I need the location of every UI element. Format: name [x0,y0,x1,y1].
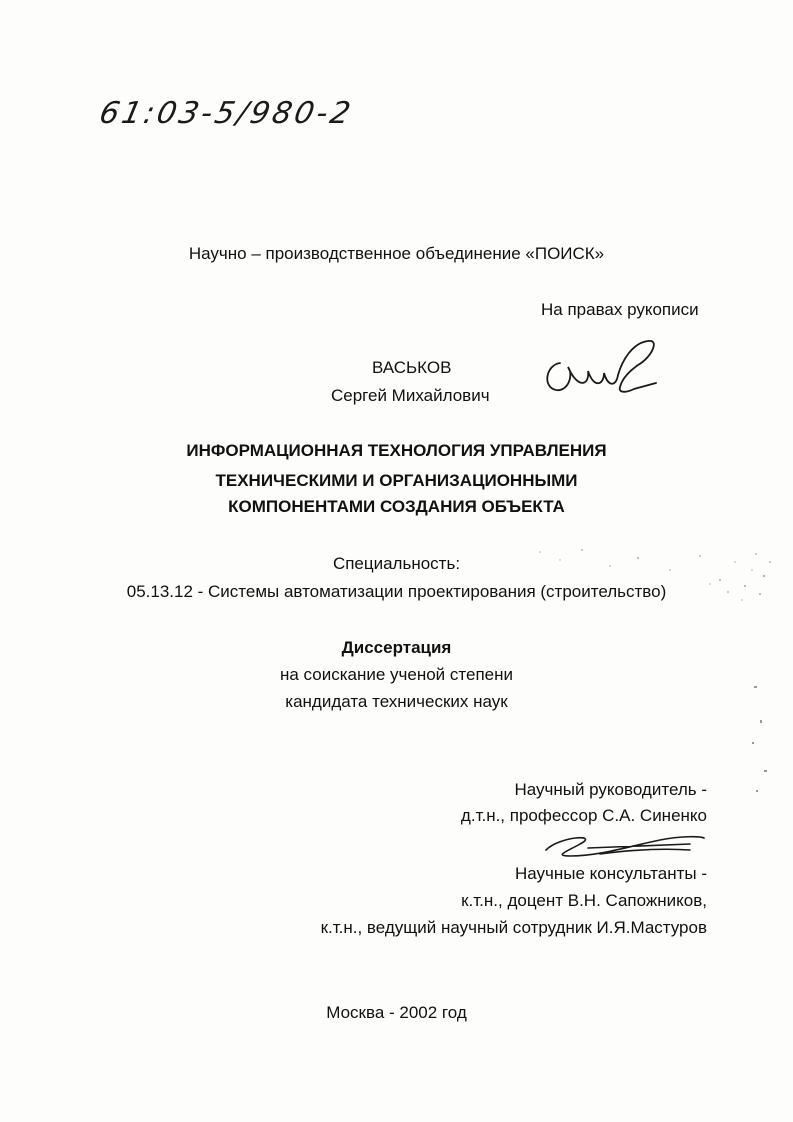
consultant-1: к.т.н., доцент В.Н. Сапожников, [461,891,707,910]
consultants-label: Научные консультанты - [514,864,707,883]
scan-noise [520,540,780,620]
dissertation-heading: Диссертация [341,638,452,657]
dissertation-title-line-2: ТЕХНИЧЕСКИМИ И ОРГАНИЗАЦИОННЫМИ [215,471,578,490]
dissertation-title-line-3: КОМПОНЕНТАМИ СОЗДАНИЯ ОБЪЕКТА [228,497,565,516]
handwritten-catalog-code: 61:03-5/980-2 [96,96,357,131]
degree-line-1: на соискание ученой степени [279,665,513,684]
author-given-names: Сергей Михайлович [331,386,490,405]
supervisor-name: д.т.н., профессор С.А. Синенко [460,806,707,825]
specialty-label: Специальность: [332,554,461,573]
author-signature [538,335,663,400]
manuscript-rights-note: На правах рукописи [541,300,699,319]
organization-name: Научно – производственное объединение «ПОИСК» [188,244,605,263]
supervisor-label: Научный руководитель - [514,780,707,799]
specialty-value: 05.13.12 - Системы автоматизации проектирования (строительство) [126,582,667,601]
supervisor-signature [540,828,710,864]
degree-line-2: кандидата технических наук [285,692,508,711]
author-surname: ВАСЬКОВ [372,358,452,377]
consultant-2: к.т.н., ведущий научный сотрудник И.Я.Мастуров [320,918,707,937]
dissertation-title-line-1: ИНФОРМАЦИОННАЯ ТЕХНОЛОГИЯ УПРАВЛЕНИЯ [186,441,607,460]
place-and-year: Москва - 2002 год [326,1003,467,1022]
